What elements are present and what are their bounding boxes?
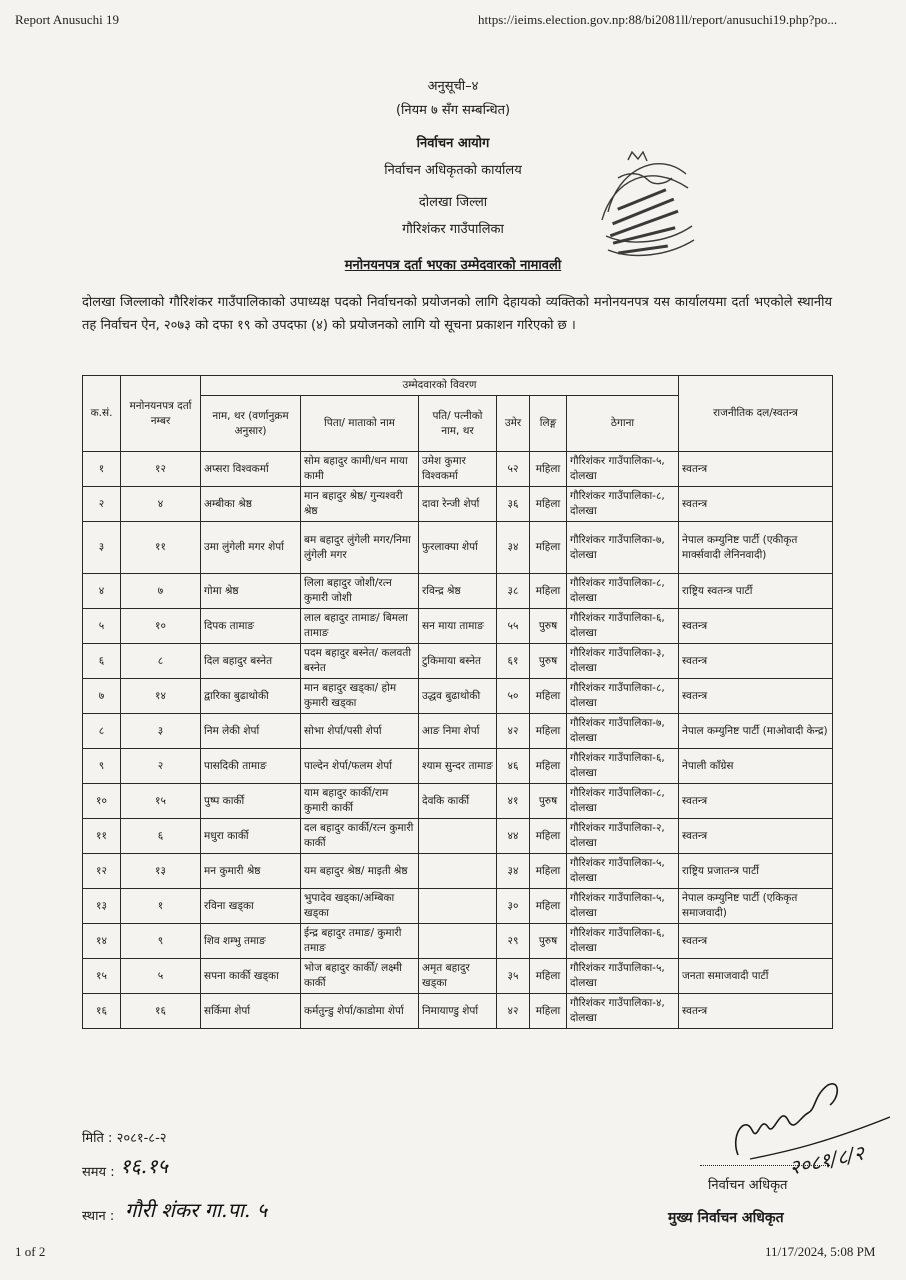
- print-page-number: 1 of 2: [15, 1244, 46, 1259]
- cell-party: स्वतन्त्र: [679, 679, 833, 714]
- cell-gender: महिला: [530, 574, 567, 609]
- cell-address: गौरिशंकर गाउँपालिका-६, दोलखा: [567, 924, 679, 959]
- cell-sn: ६: [83, 644, 121, 679]
- header-candidate-details: उम्मेदवारको विवरण: [201, 376, 679, 396]
- chief-officer-stamp: मुख्य निर्वाचन अधिकृत: [668, 1210, 784, 1226]
- cell-gender: पुरुष: [530, 644, 567, 679]
- cell-reg: १५: [121, 784, 201, 819]
- cell-address: गौरिशंकर गाउँपालिका-४, दोलखा: [567, 994, 679, 1029]
- date-value: २०८१-८-२: [116, 1131, 167, 1146]
- cell-party: स्वतन्त्र: [679, 994, 833, 1029]
- print-datetime: 11/17/2024, 5:08 PM: [765, 1244, 876, 1259]
- cell-gender: महिला: [530, 889, 567, 924]
- cell-name: अप्सरा विश्वकर्मा: [201, 452, 301, 487]
- cell-party: स्वतन्त्र: [679, 609, 833, 644]
- cell-sn: ८: [83, 714, 121, 749]
- cell-gender: महिला: [530, 452, 567, 487]
- cell-parents: यम बहादुर श्रेष्ठ/ माइती श्रेष्ठ: [301, 854, 419, 889]
- cell-parents: भोज बहादुर कार्की/ लक्ष्मी कार्की: [301, 959, 419, 994]
- cell-gender: महिला: [530, 714, 567, 749]
- cell-age: ३०: [497, 889, 530, 924]
- print-url: https://ieims.election.gov.np:88/bi2081ll/report/anusuchi19.php?po...: [478, 12, 838, 27]
- cell-gender: महिला: [530, 487, 567, 522]
- cell-sn: १५: [83, 959, 121, 994]
- cell-sn: २: [83, 487, 121, 522]
- cell-age: ३४: [497, 522, 530, 574]
- cell-gender: पुरुष: [530, 924, 567, 959]
- cell-age: ३५: [497, 959, 530, 994]
- cell-spouse: फुरलाक्पा शेर्पा: [419, 522, 497, 574]
- cell-address: गौरिशंकर गाउँपालिका-३, दोलखा: [567, 644, 679, 679]
- cell-age: ५५: [497, 609, 530, 644]
- cell-party: स्वतन्त्र: [679, 487, 833, 522]
- cell-address: गौरिशंकर गाउँपालिका-८, दोलखा: [567, 679, 679, 714]
- cell-gender: महिला: [530, 819, 567, 854]
- table-row: [83, 679, 833, 714]
- cell-parents: कर्मतुन्डु शेर्पा/काडोमा शेर्पा: [301, 994, 419, 1029]
- table-row: [83, 819, 833, 854]
- header-spouse: पति/ पत्नीको नाम, थर: [419, 396, 497, 452]
- cell-name: मधुरा कार्की: [201, 819, 301, 854]
- cell-reg: १: [121, 889, 201, 924]
- time-label: समय :: [82, 1165, 115, 1180]
- cell-reg: ११: [121, 522, 201, 574]
- cell-parents: मान बहादुर खड्का/ होम कुमारी खड्का: [301, 679, 419, 714]
- cell-address: गौरिशंकर गाउँपालिका-८, दोलखा: [567, 487, 679, 522]
- cell-gender: महिला: [530, 679, 567, 714]
- cell-name: द्वारिका बुढाथोकी: [201, 679, 301, 714]
- cell-address: गौरिशंकर गाउँपालिका-८, दोलखा: [567, 784, 679, 819]
- cell-name: सर्किमा शेर्पा: [201, 994, 301, 1029]
- place-label: स्थान :: [82, 1209, 115, 1224]
- cell-gender: महिला: [530, 522, 567, 574]
- cell-reg: ६: [121, 819, 201, 854]
- schedule-number: अनुसूची–४: [427, 79, 479, 94]
- cell-age: २९: [497, 924, 530, 959]
- cell-sn: १६: [83, 994, 121, 1029]
- cell-spouse: सन माया तामाङ: [419, 609, 497, 644]
- cell-party: राष्ट्रिय प्रजातन्त्र पार्टी: [679, 854, 833, 889]
- municipality-name: गौरिशंकर गाउँपालिका: [402, 222, 504, 237]
- table-row: [83, 574, 833, 609]
- cell-address: गौरिशंकर गाउँपालिका-५, दोलखा: [567, 959, 679, 994]
- cell-spouse: [419, 819, 497, 854]
- cell-party: स्वतन्त्र: [679, 644, 833, 679]
- cell-address: गौरिशंकर गाउँपालिका-२, दोलखा: [567, 819, 679, 854]
- table-row: [83, 452, 833, 487]
- cell-reg: १६: [121, 994, 201, 1029]
- cell-party: स्वतन्त्र: [679, 784, 833, 819]
- header-name: नाम, थर (वर्णानुक्रम अनुसार): [201, 396, 301, 452]
- cell-reg: ९: [121, 924, 201, 959]
- header-party: राजनीतिक दल/स्वतन्त्र: [679, 376, 833, 452]
- cell-age: ४४: [497, 819, 530, 854]
- cell-reg: १२: [121, 452, 201, 487]
- cell-name: अम्बीका श्रेष्ठ: [201, 487, 301, 522]
- cell-age: ४१: [497, 784, 530, 819]
- cell-sn: १३: [83, 889, 121, 924]
- cell-sn: १२: [83, 854, 121, 889]
- print-page-title: Report Anusuchi 19: [15, 12, 119, 27]
- cell-age: ५२: [497, 452, 530, 487]
- cell-name: सपना कार्की खड्का: [201, 959, 301, 994]
- district-name: दोलखा जिल्ला: [418, 195, 488, 210]
- table-row: [83, 522, 833, 574]
- list-title: मनोनयनपत्र दर्ता भएका उम्मेदवारको नामावली: [344, 258, 562, 273]
- cell-sn: ११: [83, 819, 121, 854]
- cell-reg: १३: [121, 854, 201, 889]
- cell-age: ४२: [497, 714, 530, 749]
- cell-party: स्वतन्त्र: [679, 924, 833, 959]
- cell-reg: ४: [121, 487, 201, 522]
- cell-sn: १०: [83, 784, 121, 819]
- cell-sn: ३: [83, 522, 121, 574]
- cell-spouse: अमृत बहादुर खड्का: [419, 959, 497, 994]
- cell-parents: सोम बहादुर कामी/धन माया कामी: [301, 452, 419, 487]
- cell-party: स्वतन्त्र: [679, 452, 833, 487]
- cell-name: मन कुमारी श्रेष्ठ: [201, 854, 301, 889]
- cell-sn: १४: [83, 924, 121, 959]
- time-handwritten: १६.१५: [120, 1154, 168, 1178]
- rule-reference: (नियम ७ सँग सम्बन्धित): [395, 103, 511, 118]
- cell-spouse: [419, 889, 497, 924]
- candidate-table: [82, 375, 833, 1029]
- cell-name: शिव शम्भु तमाङ: [201, 924, 301, 959]
- cell-spouse: [419, 924, 497, 959]
- table-row: [83, 487, 833, 522]
- cell-parents: ईन्द्र बहादुर तमाङ/ कुमारी तमाङ: [301, 924, 419, 959]
- cell-parents: लाल बहादुर तामाङ/ बिमला तामाङ: [301, 609, 419, 644]
- cell-gender: महिला: [530, 994, 567, 1029]
- cell-reg: २: [121, 749, 201, 784]
- office-name: निर्वाचन अधिकृतको कार्यालय: [384, 163, 522, 178]
- cell-address: गौरिशंकर गाउँपालिका-८, दोलखा: [567, 574, 679, 609]
- header-reg-no: मनोनयनपत्र दर्ता नम्बर: [121, 376, 201, 452]
- cell-name: निम लेकी शेर्पा: [201, 714, 301, 749]
- cell-reg: ८: [121, 644, 201, 679]
- cell-reg: ७: [121, 574, 201, 609]
- cell-parents: पदम बहादुर बस्नेत/ कलवती बस्नेत: [301, 644, 419, 679]
- cell-name: दिल बहादुर बस्नेत: [201, 644, 301, 679]
- cell-spouse: रविन्द्र श्रेष्ठ: [419, 574, 497, 609]
- cell-party: जनता समाजवादी पार्टी: [679, 959, 833, 994]
- header-gender: लिङ्ग: [530, 396, 567, 452]
- cell-spouse: निमायाण्डु शेर्पा: [419, 994, 497, 1029]
- cell-parents: याम बहादुर कार्की/राम कुमारी कार्की: [301, 784, 419, 819]
- cell-parents: सोभा शेर्पा/पसी शेर्पा: [301, 714, 419, 749]
- table-row: [83, 994, 833, 1029]
- table-row: [83, 889, 833, 924]
- cell-name: पुष्प कार्की: [201, 784, 301, 819]
- cell-name: रविना खड्का: [201, 889, 301, 924]
- cell-age: ३६: [497, 487, 530, 522]
- cell-sn: ९: [83, 749, 121, 784]
- header-parents: पिता/ माताको नाम: [301, 396, 419, 452]
- cell-reg: ५: [121, 959, 201, 994]
- cell-gender: महिला: [530, 749, 567, 784]
- table-row: [83, 784, 833, 819]
- cell-sn: १: [83, 452, 121, 487]
- cell-address: गौरिशंकर गाउँपालिका-५, दोलखा: [567, 889, 679, 924]
- cell-address: गौरिशंकर गाउँपालिका-५, दोलखा: [567, 854, 679, 889]
- table-row: [83, 749, 833, 784]
- cell-gender: महिला: [530, 959, 567, 994]
- cell-parents: भुपादेव खड्का/अम्बिका खड्का: [301, 889, 419, 924]
- cell-parents: बम बहादुर लुंगेली मगर/निमा लुंगेली मगर: [301, 522, 419, 574]
- cell-spouse: [419, 854, 497, 889]
- header-address: ठेगाना: [567, 396, 679, 452]
- signature-date: २०८१/८/२: [787, 1140, 867, 1180]
- cell-age: ४६: [497, 749, 530, 784]
- cell-sn: ७: [83, 679, 121, 714]
- cell-parents: पाल्देन शेर्पा/फलम शेर्पा: [301, 749, 419, 784]
- cell-reg: १०: [121, 609, 201, 644]
- table-row: [83, 644, 833, 679]
- cell-parents: मान बहादुर श्रेष्ठ/ गुन्यश्वरी श्रेष्ठ: [301, 487, 419, 522]
- table-row: [83, 854, 833, 889]
- cell-spouse: दावा रेन्जी शेर्पा: [419, 487, 497, 522]
- cell-name: उमा लुंगेली मगर शेर्पा: [201, 522, 301, 574]
- cell-address: गौरिशंकर गाउँपालिका-७, दोलखा: [567, 714, 679, 749]
- cell-name: दिपक तामाङ: [201, 609, 301, 644]
- cell-spouse: उमेश कुमार विश्वकर्मा: [419, 452, 497, 487]
- cell-age: ६१: [497, 644, 530, 679]
- cell-spouse: देवकि कार्की: [419, 784, 497, 819]
- cell-age: ५०: [497, 679, 530, 714]
- commission-name: निर्वाचन आयोग: [416, 136, 490, 151]
- cell-party: नेपाल कम्युनिष्ट पार्टी (माओवादी केन्द्र): [679, 714, 833, 749]
- intro-paragraph: दोलखा जिल्लाको गौरिशंकर गाउँपालिकाको उपाध्यक्ष पदको निर्वाचनको प्रयोजनको लागि देहायको व्यक्तिको मनोनयनपत्र यस कार्यालयमा दर्ता भएकोले स्थानीय तह निर्वाचन ऐन, २०७३ को दफा १९ को उपदफा (४) को प्रयोजनको लागि यो सूचना प्रकाशन गरिएको छ ।: [82, 295, 832, 333]
- cell-address: गौरिशंकर गाउँपालिका-६, दोलखा: [567, 609, 679, 644]
- header-age: उमेर: [497, 396, 530, 452]
- cell-address: गौरिशंकर गाउँपालिका-६, दोलखा: [567, 749, 679, 784]
- cell-parents: दल बहादुर कार्की/रत्न कुमारी कार्की: [301, 819, 419, 854]
- table-row: [83, 609, 833, 644]
- place-handwritten: गौरी शंकर गा.पा. ५: [125, 1198, 268, 1222]
- cell-spouse: श्याम सुन्दर तामाङ: [419, 749, 497, 784]
- cell-age: ३४: [497, 854, 530, 889]
- cell-sn: ४: [83, 574, 121, 609]
- cell-party: नेपाल कम्युनिष्ट पार्टी (एकीकृत मार्क्सवादी लेनिनवादी): [679, 522, 833, 574]
- cell-name: पासदिकी तामाङ: [201, 749, 301, 784]
- cell-reg: १४: [121, 679, 201, 714]
- table-row: [83, 924, 833, 959]
- cell-parents: लिला बहादुर जोशी/रत्न कुमारी जोशी: [301, 574, 419, 609]
- table-row: [83, 959, 833, 994]
- cell-gender: पुरुष: [530, 784, 567, 819]
- cell-spouse: आङ निमा शेर्पा: [419, 714, 497, 749]
- cell-reg: ३: [121, 714, 201, 749]
- cell-gender: पुरुष: [530, 609, 567, 644]
- cell-gender: महिला: [530, 854, 567, 889]
- date-label: मिति :: [82, 1131, 113, 1146]
- cell-spouse: टुकिमाया बस्नेत: [419, 644, 497, 679]
- header-sn: क.सं.: [83, 376, 121, 452]
- cell-age: ४२: [497, 994, 530, 1029]
- office-seal-stamp: [588, 150, 700, 270]
- cell-party: नेपाली काँग्रेस: [679, 749, 833, 784]
- officer-title: निर्वाचन अधिकृत: [708, 1178, 788, 1193]
- cell-sn: ५: [83, 609, 121, 644]
- cell-age: ३८: [497, 574, 530, 609]
- cell-spouse: उद्धव बुढाथोकी: [419, 679, 497, 714]
- table-row: [83, 714, 833, 749]
- cell-party: राष्ट्रिय स्वतन्त्र पार्टी: [679, 574, 833, 609]
- cell-address: गौरिशंकर गाउँपालिका-५, दोलखा: [567, 452, 679, 487]
- cell-party: स्वतन्त्र: [679, 819, 833, 854]
- cell-name: गोमा श्रेष्ठ: [201, 574, 301, 609]
- cell-address: गौरिशंकर गाउँपालिका-७, दोलखा: [567, 522, 679, 574]
- cell-party: नेपाल कम्युनिष्ट पार्टी (एकिकृत समाजवादी): [679, 889, 833, 924]
